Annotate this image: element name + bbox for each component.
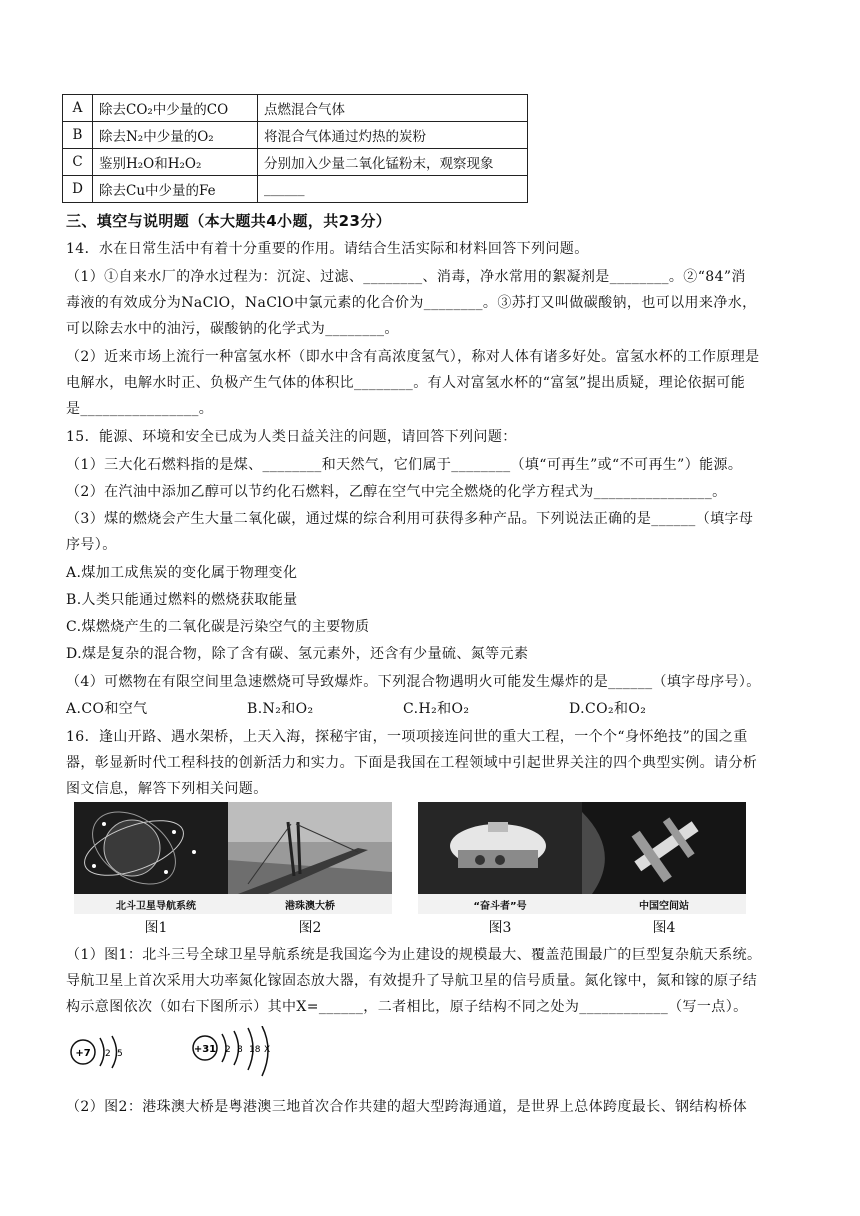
shell-electrons: 5 bbox=[117, 1049, 123, 1059]
q15-choice: B.N₂和O₂ bbox=[247, 701, 314, 717]
figure-bridge-image bbox=[228, 802, 392, 914]
q14-part1-line: 毒液的有效成分为NaClO，NaClO中氯元素的化合价为________。③苏打又叫做碳酸钠，也可以用来净水， bbox=[66, 295, 757, 311]
q16-stem: 器，彰显新时代工程科技的创新活力和实力。下面是我国在工程领域中引起世界关注的四个典型实例。请分析 bbox=[66, 755, 758, 771]
q16-part2: （2）图2：港珠澳大桥是粤港澳三地首次合作共建的超大型跨海通道，是世界上总体跨度最长、钢结构桥体 bbox=[66, 1099, 748, 1115]
row-method: 将混合气体通过灼热的炭粉 bbox=[258, 122, 528, 149]
q15-part2: （2）在汽油中添加乙醇可以节约化石燃料，乙醇在空气中完全燃烧的化学方程式为________________。 bbox=[66, 484, 727, 500]
row-key: A bbox=[63, 95, 93, 122]
q14-part1-line: 可以除去水中的油污，碳酸钠的化学式为________。 bbox=[66, 321, 399, 337]
section-heading: 三、填空与说明题（本大题共4小题，共23分） bbox=[66, 212, 392, 230]
q14-part2-line: 是________________。 bbox=[66, 401, 214, 417]
q16-part1: （1）图1：北斗三号全球卫星导航系统是我国迄今为止建设的规模最大、覆盖范围最广的巨型复杂航天系统。 bbox=[66, 947, 762, 963]
table-row bbox=[63, 95, 528, 122]
nucleus-label: +7 bbox=[75, 1048, 91, 1059]
q14-part1-line: （1）①自来水厂的净水过程为：沉淀、过滤、________、消毒，净水常用的絮凝剂是________。②“84”消 bbox=[66, 269, 746, 285]
table-row bbox=[63, 149, 528, 176]
nitrogen-atom-diagram bbox=[68, 1032, 138, 1072]
shell-electrons: 2 bbox=[105, 1049, 111, 1059]
q15-part4: （4）可燃物在有限空间里急速燃烧可导致爆炸。下列混合物遇明火可能发生爆炸的是______（填字母序号）。 bbox=[66, 674, 761, 690]
row-method: 分别加入少量二氧化锰粉末，观察现象 bbox=[258, 149, 528, 176]
figure-label: 图1 bbox=[144, 920, 168, 936]
figure-label: 图2 bbox=[298, 920, 322, 936]
q15-option-a: A.煤加工成焦炭的变化属于物理变化 bbox=[66, 565, 298, 581]
table-row bbox=[63, 122, 528, 149]
shell-electrons: 18 bbox=[249, 1045, 261, 1055]
table-row bbox=[63, 176, 528, 203]
row-key: D bbox=[63, 176, 93, 203]
q14-part2-line: 电解水，电解水时正、负极产生气体的体积比________。有人对富氢水杯的“富氢”提出质疑，理论依据可能 bbox=[66, 375, 746, 391]
row-key: B bbox=[63, 122, 93, 149]
q15-part1: （1）三大化石燃料指的是煤、________和天然气，它们属于________（填“可再生”或“不可再生”）能源。 bbox=[66, 457, 743, 473]
figure-submersible-image bbox=[418, 802, 582, 914]
q16-part1: 构示意图依次（如右下图所示）其中X=______，二者相比，原子结构不同之处为____________（写一点）。 bbox=[66, 999, 748, 1015]
figure-beidou-image bbox=[74, 802, 238, 914]
row-purpose: 除去N₂中少量的O₂ bbox=[93, 122, 258, 149]
shell-electrons: 2 bbox=[225, 1045, 231, 1055]
q15-choice: A.CO和空气 bbox=[66, 701, 148, 717]
q15-choice: D.CO₂和O₂ bbox=[569, 701, 647, 717]
q16-stem: 图文信息，解答下列相关问题。 bbox=[66, 781, 268, 797]
q15-option-d: D.煤是复杂的混合物，除了含有碳、氢元素外，还含有少量硫、氮等元素 bbox=[66, 646, 529, 662]
q15-stem: 15．能源、环境和安全已成为人类日益关注的问题，请回答下列问题： bbox=[66, 429, 517, 445]
q15-option-c: C.煤燃烧产生的二氧化碳是污染空气的主要物质 bbox=[66, 619, 370, 635]
figure-caption: “奋斗者”号 bbox=[473, 901, 527, 912]
q14-part2-line: （2）近来市场上流行一种富氢水杯（即水中含有高浓度氢气），称对人体有诸多好处。富氢水杯的工作原理是 bbox=[66, 349, 760, 365]
row-method: ______ bbox=[258, 176, 528, 203]
figure-caption: 北斗卫星导航系统 bbox=[116, 901, 196, 912]
q14-stem: 14．水在日常生活中有着十分重要的作用。请结合生活实际和材料回答下列问题。 bbox=[66, 241, 589, 257]
row-key: C bbox=[63, 149, 93, 176]
figure-caption: 港珠澳大桥 bbox=[285, 901, 335, 912]
q16-stem: 16．逢山开路、遇水架桥，上天入海，探秘宇宙，一项项接连问世的重大工程，一个个“身怀绝技”的国之重 bbox=[66, 729, 748, 745]
figure-label: 图3 bbox=[488, 920, 512, 936]
options-table bbox=[62, 94, 528, 203]
figure-label: 图4 bbox=[652, 920, 676, 936]
shell-electrons: X bbox=[264, 1045, 271, 1055]
figure-space-station-image bbox=[582, 802, 746, 914]
q15-part3: （3）煤的燃烧会产生大量二氧化碳，通过煤的综合利用可获得多种产品。下列说法正确的是______（填字母 bbox=[66, 511, 754, 527]
figure-caption: 中国空间站 bbox=[639, 901, 689, 912]
nucleus-label: +31 bbox=[193, 1044, 217, 1055]
q15-choice: C.H₂和O₂ bbox=[403, 701, 470, 717]
q15-part3: 序号）。 bbox=[66, 537, 117, 553]
row-purpose: 鉴别H₂O和H₂O₂ bbox=[93, 149, 258, 176]
row-purpose: 除去Cu中少量的Fe bbox=[93, 176, 258, 203]
row-method: 点燃混合气体 bbox=[258, 95, 528, 122]
q16-part1: 导航卫星上首次采用大功率氮化镓固态放大器，有效提升了导航卫星的信号质量。氮化镓中，氮和镓的原子结 bbox=[66, 973, 758, 989]
gallium-atom-diagram bbox=[190, 1026, 280, 1078]
row-purpose: 除去CO₂中少量的CO bbox=[93, 95, 258, 122]
q15-option-b: B.人类只能通过燃料的燃烧获取能量 bbox=[66, 592, 298, 608]
shell-electrons: 8 bbox=[237, 1045, 243, 1055]
